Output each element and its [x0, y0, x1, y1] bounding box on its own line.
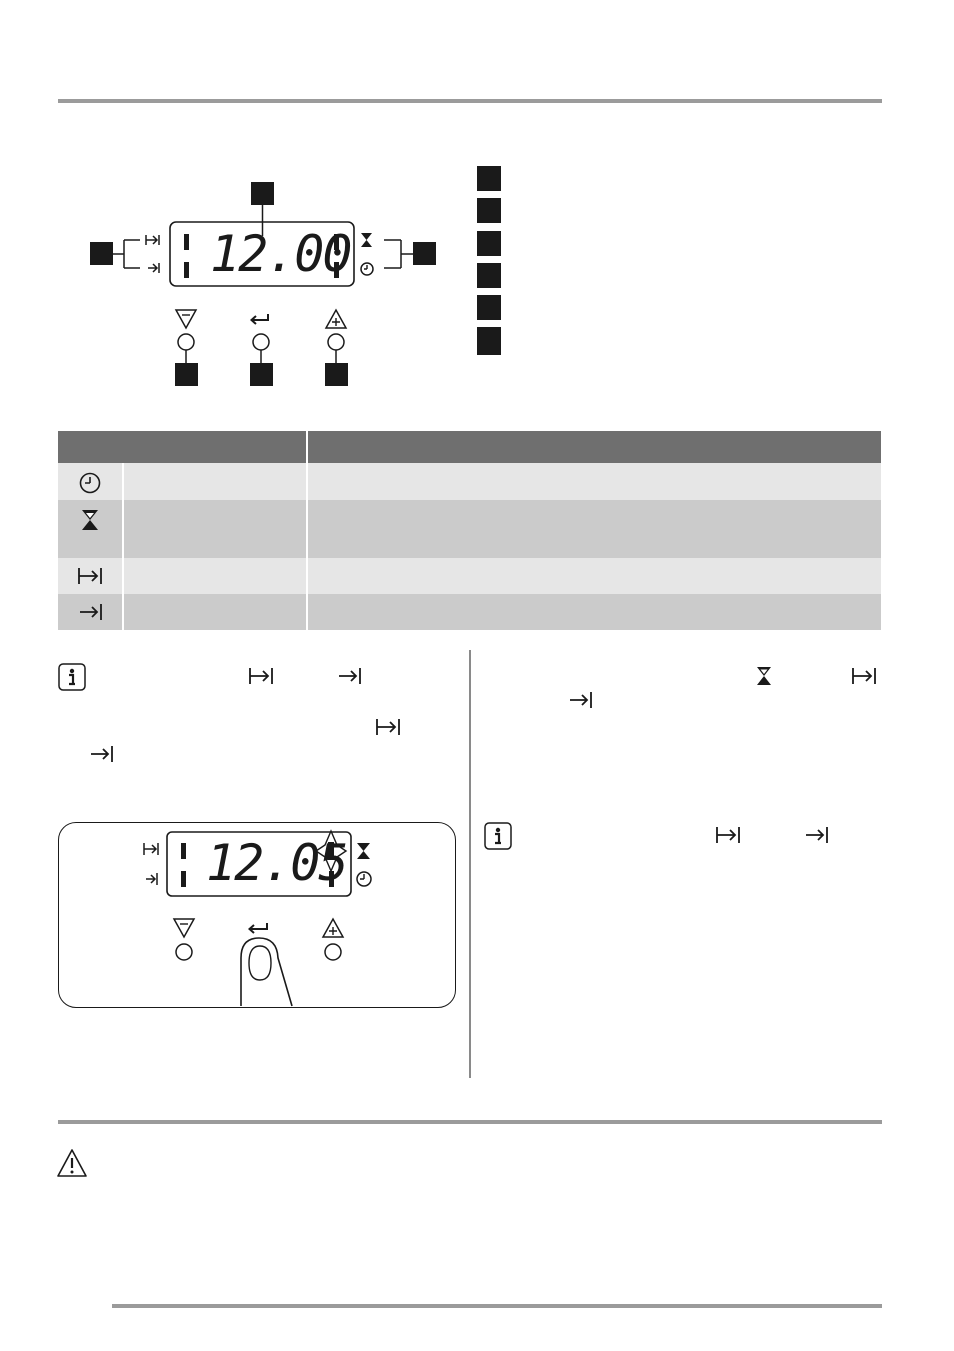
- hourglass-icon: [81, 509, 99, 531]
- table-row-end: [58, 594, 881, 630]
- end-icon: [148, 263, 159, 273]
- duration-icon: [715, 826, 741, 844]
- table-row-duration: [58, 558, 881, 594]
- table-row-minute-minder: [58, 500, 881, 558]
- footer-rule: [112, 1304, 882, 1308]
- clock-icon: [78, 471, 102, 495]
- legend-square-6: [477, 327, 501, 355]
- top-rule: [58, 99, 882, 103]
- display-time-bottom: 12.05: [206, 834, 347, 892]
- end-icon: [88, 745, 114, 763]
- legend-square-4: [477, 263, 501, 288]
- info-icon: [484, 822, 512, 850]
- minus-button: [178, 334, 194, 350]
- callout-square-4: [175, 363, 198, 386]
- end-icon: [567, 691, 593, 709]
- callout-square-5: [250, 363, 273, 386]
- legend-square-3: [477, 231, 501, 256]
- end-icon: [336, 667, 362, 685]
- table-header: [58, 431, 881, 463]
- hourglass-icon: [361, 233, 372, 247]
- enter-arrow-icon: [252, 314, 269, 324]
- end-icon: [803, 826, 829, 844]
- duration-icon: [851, 667, 877, 685]
- legend-square-2: [477, 198, 501, 223]
- info-icon: [58, 663, 86, 691]
- warning-triangle-icon: [56, 1148, 88, 1178]
- ok-button: [253, 334, 269, 350]
- callout-square-2: [251, 182, 274, 205]
- plus-button: [328, 334, 344, 350]
- duration-icon: [375, 718, 401, 736]
- duration-icon: [77, 566, 103, 586]
- display-time-top: 12.00: [210, 225, 351, 283]
- legend-square-5: [477, 295, 501, 320]
- section-rule: [58, 1120, 882, 1124]
- legend-square-1: [477, 166, 501, 191]
- callout-square-3: [413, 242, 436, 265]
- minus-triangle-icon: [176, 310, 196, 328]
- duration-icon: [248, 667, 274, 685]
- column-divider: [469, 650, 471, 1078]
- duration-icon: [146, 235, 159, 245]
- callout-square-1: [90, 242, 113, 265]
- callout-square-6: [325, 363, 348, 386]
- end-icon: [77, 602, 103, 622]
- hourglass-icon: [756, 666, 772, 686]
- table-row-clock: [58, 463, 881, 500]
